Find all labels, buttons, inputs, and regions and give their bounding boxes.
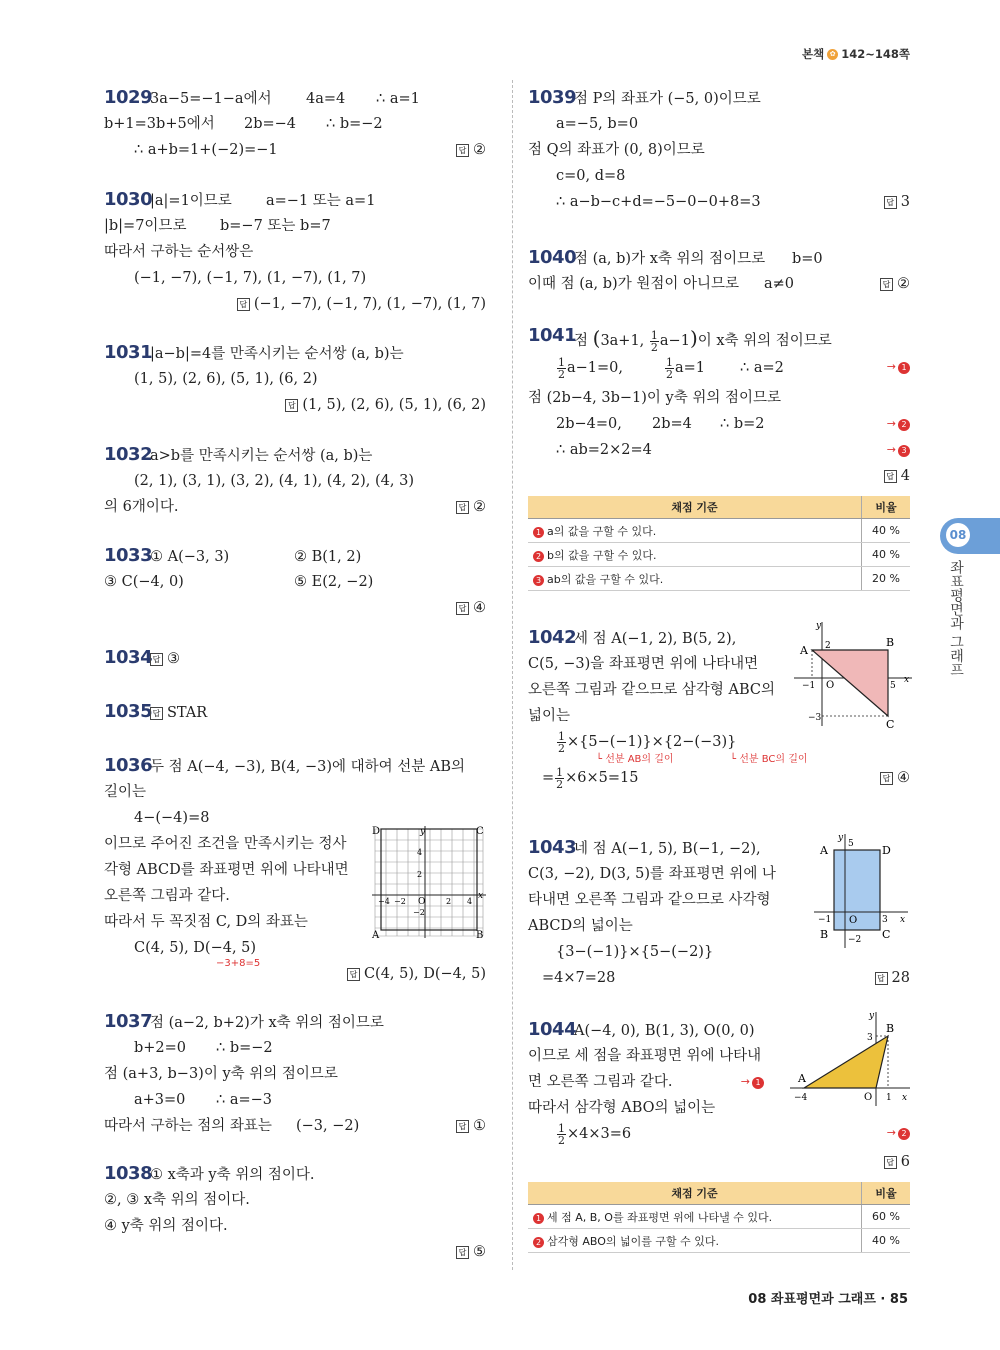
answer-box-icon: 답 <box>880 772 893 785</box>
table-header: 비율 <box>862 1182 911 1205</box>
origin-label: O <box>826 680 835 691</box>
line: ④ y축 위의 점이다. <box>104 1218 228 1234</box>
line: a=−5, b=0 <box>556 116 639 132</box>
line: ∴ a+b=1+(−2)=−1 <box>134 142 278 158</box>
table-cell: 삼각형 ABO의 넓이를 구할 수 있다. <box>547 1234 720 1248</box>
line: C(3, −2), D(3, 5)를 좌표평면 위에 나 <box>528 866 776 882</box>
line: 점 (a−2, b+2)가 x축 위의 점이므로 <box>150 1015 384 1031</box>
denominator: 2 <box>558 741 565 755</box>
fraction <box>665 357 674 380</box>
line: a+3=0 <box>134 1092 186 1108</box>
answer-value: 4 <box>900 468 910 484</box>
table-row <box>528 567 910 591</box>
footer-chapter: 08 좌표평면과 그래프 <box>748 1292 876 1307</box>
fraction <box>557 1123 566 1146</box>
answer <box>880 274 910 294</box>
table-row <box>528 543 910 567</box>
line: 오른쪽 그림과 같다. <box>104 888 230 904</box>
line: ③ C(−4, 0) <box>104 574 184 590</box>
line: C(5, −3)을 좌표평면 위에 나타내면 <box>528 656 759 672</box>
line: 길이는 <box>104 784 147 800</box>
line: A(−4, 0), B(1, 3), O(0, 0) <box>574 1023 755 1039</box>
chapter-tab[interactable] <box>940 518 1000 554</box>
problem-number: 1038 <box>104 1163 153 1184</box>
y-axis-label: y <box>838 833 844 843</box>
line: (2, 1), (3, 1), (3, 2), (4, 1), (4, 2), (4, 3) <box>134 473 414 489</box>
y-axis-label: y <box>420 827 426 837</box>
problem-number: 1041 <box>528 325 577 346</box>
answer-box-icon: 답 <box>347 968 360 981</box>
line: b+1=3b+5에서 <box>104 116 215 132</box>
line: ∴ a=1 <box>376 91 420 107</box>
line: =4×7=28 <box>542 970 616 986</box>
line: 점 (a+3, b−3)이 y축 위의 점이므로 <box>104 1066 338 1082</box>
tick: 1 <box>886 1093 892 1103</box>
answer-box-icon: 답 <box>456 1246 469 1259</box>
table-cell: 40 % <box>862 1229 911 1253</box>
answer-value: ② <box>473 142 486 158</box>
problem-number: 1033 <box>104 545 153 566</box>
line: ⑤ E(2, −2) <box>294 574 374 590</box>
label-b: B <box>886 1022 895 1035</box>
page-header <box>802 46 910 62</box>
answer <box>456 497 486 517</box>
problem-number: 1031 <box>104 342 153 363</box>
chapter-number: 08 <box>946 523 970 547</box>
label-a: A <box>798 1072 806 1085</box>
text: ×{5−(−1)}×{2−(−3)} <box>567 734 737 750</box>
line: a≠0 <box>764 276 795 292</box>
x-axis-label: x <box>478 891 484 901</box>
line: ∴ a=−3 <box>216 1092 273 1108</box>
origin-label: O <box>849 915 858 926</box>
label-d: D <box>372 826 381 837</box>
line: 각형 ABCD를 좌표평면 위에 나타내면 <box>104 862 349 878</box>
answer <box>456 140 486 160</box>
tick: 5 <box>848 839 854 849</box>
text: 3a+1, <box>600 333 645 349</box>
numerator: 1 <box>650 328 658 342</box>
table-header: 비율 <box>862 496 911 519</box>
problem-number: 1030 <box>104 189 153 210</box>
problem-number: 1029 <box>104 87 153 108</box>
step-number: 1 <box>533 527 544 538</box>
arrow-icon: → <box>886 443 896 456</box>
page-footer: 08 좌표평면과 그래프 · 85 <box>748 1292 908 1307</box>
text: ×4×3=6 <box>567 1126 632 1142</box>
answer-value: (1, 5), (2, 6), (5, 1), (6, 2) <box>302 397 486 413</box>
line <box>542 766 639 790</box>
problem-number: 1044 <box>528 1019 577 1040</box>
line: C(4, 5), D(−4, 5) <box>134 940 257 956</box>
line: ∴ a−b−c+d=−5−0−0+8=3 <box>556 194 761 210</box>
tick: −2 <box>848 935 862 945</box>
arrow-icon: → <box>886 417 896 430</box>
table-cell: 60 % <box>862 1205 911 1229</box>
line: ∴ b=−2 <box>326 116 383 132</box>
line: 이므로 세 점을 좌표평면 위에 나타내 <box>528 1048 762 1064</box>
tick: 2 <box>825 641 831 651</box>
tick: −2 <box>413 908 425 917</box>
tick: 5 <box>890 681 896 691</box>
line: ②, ③ x축 위의 점이다. <box>104 1192 250 1208</box>
tick: −4 <box>378 897 390 906</box>
table-cell: 20 % <box>862 567 911 591</box>
column-divider <box>512 80 514 1270</box>
table-row <box>528 1229 910 1253</box>
numerator: 1 <box>556 765 564 779</box>
tick: −1 <box>818 915 832 925</box>
tick: 3 <box>882 915 888 925</box>
step-number: 2 <box>898 1128 910 1140</box>
line: 네 점 A(−1, 5), B(−1, −2), <box>574 841 761 857</box>
line: (−1, −7), (−1, 7), (1, −7), (1, 7) <box>134 270 367 286</box>
grading-table <box>528 1182 910 1253</box>
step-marker <box>887 1126 910 1140</box>
label-b: B <box>886 636 895 649</box>
answer-value: 3 <box>900 194 910 210</box>
table-cell: a의 값을 구할 수 있다. <box>547 524 657 538</box>
square-abcd-figure <box>370 824 488 940</box>
answer-box-icon: 답 <box>880 278 893 291</box>
problem-number: 1034 <box>104 647 153 668</box>
step-marker <box>741 1075 764 1089</box>
x-axis-label: x <box>904 675 910 685</box>
fraction <box>557 731 566 754</box>
step-marker <box>887 360 910 374</box>
answer-box-icon: 답 <box>237 298 250 311</box>
step-number: 2 <box>533 551 544 562</box>
arrow-icon: → <box>886 1126 896 1139</box>
answer-box-icon: 답 <box>285 399 298 412</box>
line: 의 6개이다. <box>104 499 179 515</box>
line: 세 점 A(−1, 2), B(5, 2), <box>574 631 737 647</box>
answer <box>880 768 910 788</box>
line: ① x축과 y축 위의 점이다. <box>150 1167 315 1183</box>
problem-number: 1043 <box>528 837 577 858</box>
table-cell: b의 값을 구할 수 있다. <box>547 548 657 562</box>
numerator: 1 <box>558 1121 565 1135</box>
label-a: A <box>820 844 828 857</box>
triangle-abc-figure <box>794 620 914 730</box>
line: 4a=4 <box>306 91 346 107</box>
answer-box-icon: 답 <box>884 1156 897 1169</box>
answer-value: ① <box>473 1118 486 1134</box>
answer-value: 28 <box>891 970 910 986</box>
line <box>664 356 705 380</box>
text: = <box>542 770 555 786</box>
y-axis-label: y <box>816 621 822 631</box>
problem-number: 1039 <box>528 87 577 108</box>
line: 따라서 삼각형 ABO의 넓이는 <box>528 1100 716 1116</box>
answer <box>347 964 486 984</box>
answer-value: ④ <box>473 600 486 616</box>
step-number: 2 <box>898 419 910 431</box>
header-pages: 142~148쪽 <box>841 47 910 61</box>
line: 이때 점 (a, b)가 원점이 아니므로 <box>528 276 739 292</box>
denominator: 2 <box>650 340 658 354</box>
line: 3a−5=−1−a에서 <box>150 91 272 107</box>
answer-box-icon: 답 <box>150 707 163 720</box>
line: ∴ ab=2×2=4 <box>556 442 652 458</box>
table-cell: 40 % <box>862 543 911 567</box>
answer <box>884 1152 910 1172</box>
line: (−3, −2) <box>296 1118 360 1134</box>
line: 점 (2b−4, 3b−1)이 y축 위의 점이므로 <box>528 390 781 406</box>
answer <box>875 968 910 988</box>
line: ∴ b=2 <box>720 416 765 432</box>
step-number: 3 <box>533 575 544 586</box>
answer-value: 6 <box>900 1154 910 1170</box>
answer <box>884 192 910 212</box>
line: 따라서 두 꼭짓점 C, D의 좌표는 <box>104 914 308 930</box>
line: b=0 <box>792 251 823 267</box>
grading-table <box>528 496 910 591</box>
answer-value: ④ <box>897 770 910 786</box>
line: 점 (a, b)가 x축 위의 점이므로 <box>574 251 766 267</box>
answer-value: ② <box>473 499 486 515</box>
line: 따라서 구하는 순서쌍은 <box>104 244 254 260</box>
line: 4−(−4)=8 <box>134 810 210 826</box>
table-row <box>528 1205 910 1229</box>
step-marker <box>887 417 910 431</box>
label-a: A <box>800 644 808 657</box>
header-prefix: 본책 <box>802 47 825 61</box>
line: b=−7 또는 b=7 <box>220 218 331 234</box>
annotation: −3+8=5 <box>216 958 261 969</box>
line: 2b=4 <box>652 416 692 432</box>
answer-box-icon: 답 <box>150 653 163 666</box>
answer-value: ② <box>897 276 910 292</box>
answer-box-icon: 답 <box>456 1120 469 1133</box>
numerator: 1 <box>558 729 565 743</box>
answer-value: STAR <box>167 705 208 721</box>
x-axis-label: x <box>900 915 906 925</box>
answer <box>456 598 486 618</box>
answer-box-icon: 답 <box>456 602 469 615</box>
answer-box-icon: 답 <box>456 144 469 157</box>
tick: −2 <box>394 897 406 906</box>
tick: −4 <box>794 1093 808 1103</box>
numerator: 1 <box>666 355 673 369</box>
answer <box>237 294 486 314</box>
line: 이므로 주어진 조건을 만족시키는 정사 <box>104 836 347 852</box>
tick: −1 <box>802 681 816 691</box>
line: {3−(−1)}×{5−(−2)} <box>556 944 714 960</box>
label-c: C <box>886 718 895 730</box>
line: ABCD의 넓이는 <box>528 918 633 934</box>
annotation: └ 선분 BC의 길이 <box>730 754 808 765</box>
problem-number: 1035 <box>104 701 153 722</box>
line <box>556 356 623 380</box>
label-d: D <box>882 844 891 857</box>
annotation: └ 선분 AB의 길이 <box>596 754 674 765</box>
step-number: 1 <box>898 362 910 374</box>
line: ∴ b=−2 <box>216 1040 273 1056</box>
origin-label: O <box>864 1092 873 1103</box>
line: c=0, d=8 <box>556 168 626 184</box>
x-axis-label: x <box>902 1093 908 1103</box>
denominator: 2 <box>558 1133 565 1147</box>
problem-number: 1036 <box>104 755 153 776</box>
tick: 2 <box>417 870 423 879</box>
problem-number: 1037 <box>104 1011 153 1032</box>
answer-box-icon: 답 <box>884 196 897 209</box>
line: 넓이는 <box>528 708 571 724</box>
line: b+2=0 <box>134 1040 187 1056</box>
page-number: 85 <box>889 1292 908 1307</box>
table-row <box>528 519 910 543</box>
tick: −3 <box>808 713 822 723</box>
answer <box>456 1242 486 1262</box>
line: (1, 5), (2, 6), (5, 1), (6, 2) <box>134 371 318 387</box>
step-marker <box>887 443 910 457</box>
text: 이 x축 위의 점이므로 <box>697 333 832 349</box>
table-header: 채점 기준 <box>528 496 862 519</box>
answer <box>285 395 486 415</box>
answer-box-icon: 답 <box>456 501 469 514</box>
y-axis-label: y <box>869 1011 875 1021</box>
denominator: 2 <box>558 367 565 381</box>
answer-value: (−1, −7), (−1, 7), (1, −7), (1, 7) <box>253 296 486 312</box>
line: |a−b|=4를 만족시키는 순서쌍 (a, b)는 <box>150 346 404 362</box>
line: |b|=7이므로 <box>104 218 187 234</box>
line: ② B(1, 2) <box>294 549 362 565</box>
flower-icon: ✿ <box>827 49 838 60</box>
label-a: A <box>372 930 380 940</box>
line: 따라서 구하는 점의 좌표는 <box>104 1118 272 1134</box>
denominator: 2 <box>556 777 564 791</box>
rectangle-abcd-figure <box>814 832 910 952</box>
problem-number: 1032 <box>104 444 153 465</box>
arrow-icon: → <box>886 360 896 373</box>
fraction <box>555 767 564 790</box>
step-number: 2 <box>533 1237 544 1248</box>
answer-box-icon: 답 <box>875 972 888 985</box>
line: ∴ a=2 <box>740 360 784 376</box>
step-number: 1 <box>752 1077 764 1089</box>
step-number: 1 <box>533 1213 544 1224</box>
origin-label: O <box>418 897 426 907</box>
arrow-icon: → <box>740 1075 750 1088</box>
tick: 4 <box>467 897 473 906</box>
line: 타내면 오른쪽 그림과 같으므로 사각형 <box>528 892 771 908</box>
numerator: 1 <box>558 355 565 369</box>
chapter-title: 좌표평면과 그래프 <box>948 560 964 677</box>
fraction <box>650 330 659 353</box>
label-b: B <box>820 928 829 941</box>
text: a=1 <box>675 360 706 376</box>
label-c: C <box>476 826 484 837</box>
text: ×6×5=15 <box>565 770 639 786</box>
line: 점 P의 좌표가 (−5, 0)이므로 <box>574 91 761 107</box>
tick: 4 <box>417 848 423 857</box>
table-cell: 40 % <box>862 519 911 543</box>
fraction <box>557 357 566 380</box>
table-header: 채점 기준 <box>528 1182 862 1205</box>
table-cell: ab의 값을 구할 수 있다. <box>547 572 664 586</box>
line: 면 오른쪽 그림과 같다. <box>528 1074 673 1090</box>
line: 2b=−4 <box>244 116 297 132</box>
answer <box>456 1116 486 1136</box>
line: ① A(−3, 3) <box>150 549 230 565</box>
line: 점 (3a+1, $\frac{1}{2}$ a−1)이 x축 위의 점이므로 <box>574 326 832 354</box>
line: 점 Q의 좌표가 (0, 8)이므로 <box>528 142 705 158</box>
answer <box>884 466 910 486</box>
problem-number: 1042 <box>528 627 577 648</box>
text: a−1 <box>659 333 690 349</box>
triangle-abo-figure <box>790 1010 912 1110</box>
line: 두 점 A(−4, −3), B(4, −3)에 대하여 선분 AB의 <box>150 759 465 775</box>
answer-value: ⑤ <box>473 1244 486 1260</box>
line: 2b−4=0, <box>556 416 622 432</box>
problem-number: 1040 <box>528 247 577 268</box>
step-number: 3 <box>898 445 910 457</box>
text: 점 <box>574 333 589 349</box>
line <box>556 1122 631 1146</box>
text: a−1=0, <box>567 360 624 376</box>
answer-box-icon: 답 <box>884 470 897 483</box>
answer-value: ③ <box>167 651 180 667</box>
line: a=−1 또는 a=1 <box>266 193 376 209</box>
answer-value: C(4, 5), D(−4, 5) <box>363 966 486 982</box>
table-cell: 세 점 A, B, O를 좌표평면 위에 나타낼 수 있다. <box>547 1210 773 1224</box>
denominator: 2 <box>666 367 673 381</box>
line: a>b를 만족시키는 순서쌍 (a, b)는 <box>150 448 373 464</box>
tick: 3 <box>867 1033 873 1043</box>
tick: 2 <box>446 897 452 906</box>
label-c: C <box>882 928 891 941</box>
line: |a|=1이므로 <box>150 193 232 209</box>
line: 오른쪽 그림과 같으므로 삼각형 ABC의 <box>528 682 776 698</box>
label-b: B <box>476 930 484 940</box>
